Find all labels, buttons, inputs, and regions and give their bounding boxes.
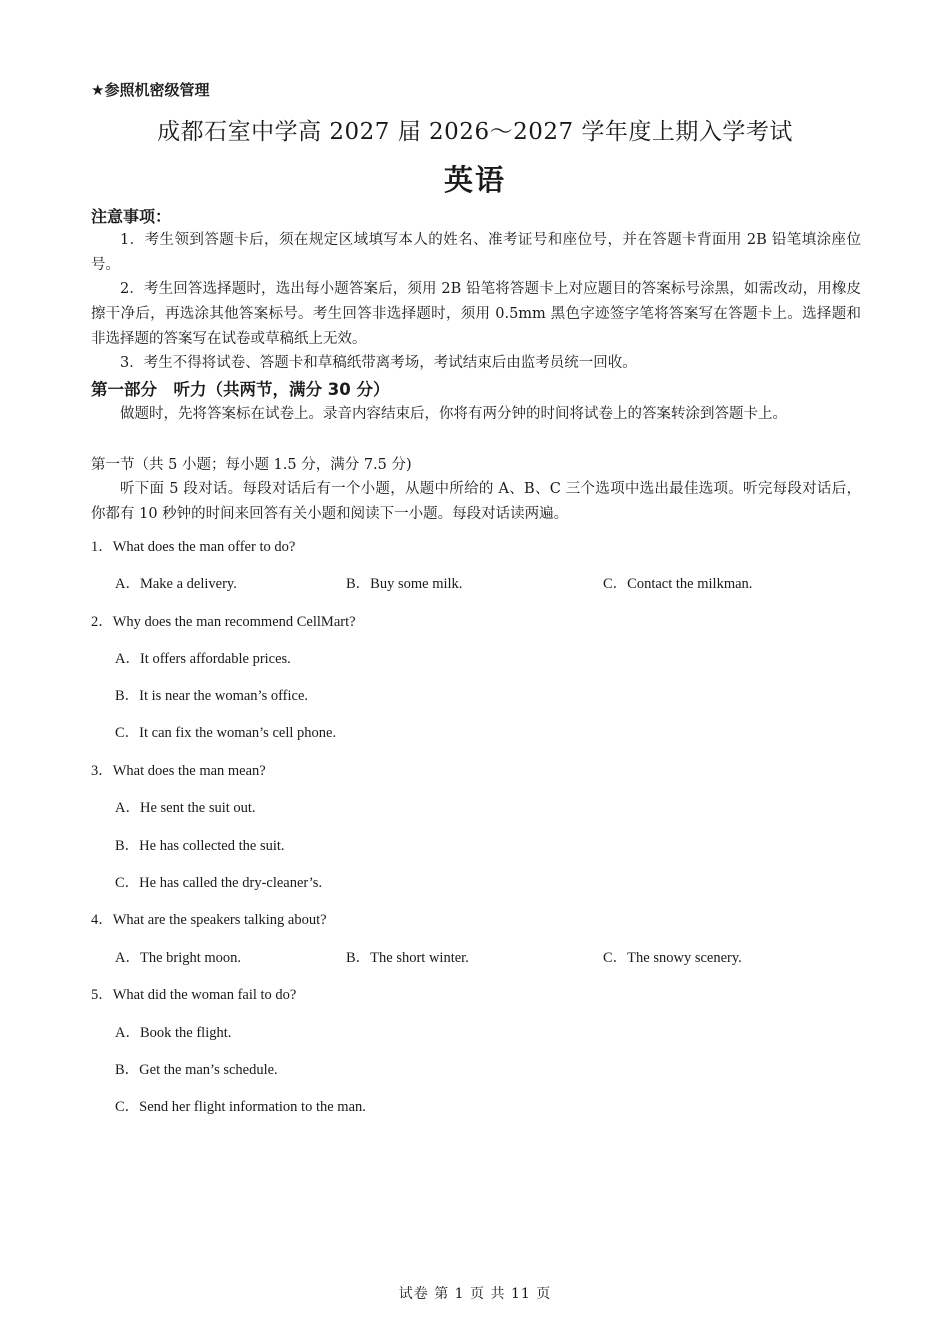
notice-item-2: 2．考生回答选择题时，选出每小题答案后，须用 2B 铅笔将答题卡上对应题目的答案标号涂黑，如需改动，用橡皮擦干净后，再选涂其他答案标号。考生回答非选择题时，须用 0.5mm 黑色字迹签字笔将答案写在答题卡上。选择题和非选择题的答案写在试卷或草稿纸上无效。 bbox=[91, 281, 861, 347]
question-1-option-b: B．Buy some milk. bbox=[346, 576, 463, 592]
question-2-option-a: A．It offers affordable prices. bbox=[115, 651, 291, 667]
question-4-option-a: A．The bright moon. bbox=[115, 950, 242, 966]
question-5-option-c: C．Send her flight information to the man. bbox=[115, 1099, 366, 1115]
question-2-stem: 2．Why does the man recommend CellMart? bbox=[91, 614, 356, 630]
question-4-stem: 4．What are the speakers talking about? bbox=[91, 912, 327, 928]
confidentiality-mark: ★参照机密级管理 bbox=[91, 81, 210, 99]
question-1-stem: 1．What does the man offer to do? bbox=[91, 539, 296, 555]
question-3-option-c: C．He has called the dry-cleaner’s. bbox=[115, 875, 323, 891]
notice-heading: 注意事项： bbox=[91, 207, 172, 226]
part1-instruction: 做题时，先将答案标在试卷上。录音内容结束后，你将有两分钟的时间将试卷上的答案转涂到答题卡上。 bbox=[120, 406, 787, 422]
notice-item-3: 3．考生不得将试卷、答题卡和草稿纸带离考场，考试结束后由监考员统一回收。 bbox=[120, 355, 637, 371]
question-5-option-b: B．Get the man’s schedule. bbox=[115, 1062, 278, 1078]
question-5-option-a: A．Book the flight. bbox=[115, 1025, 232, 1041]
question-3-option-a: A．He sent the suit out. bbox=[115, 800, 256, 816]
question-4-option-b: B．The short winter. bbox=[346, 950, 469, 966]
notice-item-1: 1．考生领到答题卡后，须在规定区域填写本人的姓名、准考证号和座位号，并在答题卡背面用 2B 铅笔填涂座位号。 bbox=[91, 232, 861, 273]
subject-title: 英语 bbox=[443, 163, 506, 197]
question-3-option-b: B．He has collected the suit. bbox=[115, 838, 285, 854]
part1-heading: 第一部分 听力（共两节，满分 30 分） bbox=[91, 380, 390, 399]
question-2-option-b: B．It is near the woman’s office. bbox=[115, 688, 309, 704]
question-5-stem: 5．What did the woman fail to do? bbox=[91, 987, 297, 1003]
section1-instruction: 听下面 5 段对话。每段对话后有一个小题，从题中所给的 A、B、C 三个选项中选出最佳选项。听完每段对话后，你都有 10 秒钟的时间来回答有关小题和阅读下一小题。每段对话读两遍。 bbox=[91, 481, 861, 522]
question-4-option-c: C．The snowy scenery. bbox=[603, 950, 742, 966]
section1-heading: 第一节（共 5 小题；每小题 1.5 分，满分 7.5 分) bbox=[91, 457, 412, 473]
exam-title: 成都石室中学高 2027 届 2026～2027 学年度上期入学考试 bbox=[157, 119, 793, 145]
question-2-option-c: C．It can fix the woman’s cell phone. bbox=[115, 725, 337, 741]
page-number: 试卷 第 1 页 共 11 页 bbox=[398, 1286, 552, 1302]
question-1-option-c: C．Contact the milkman. bbox=[603, 576, 753, 592]
question-3-stem: 3．What does the man mean? bbox=[91, 763, 266, 779]
question-1-option-a: A．Make a delivery. bbox=[115, 576, 237, 592]
